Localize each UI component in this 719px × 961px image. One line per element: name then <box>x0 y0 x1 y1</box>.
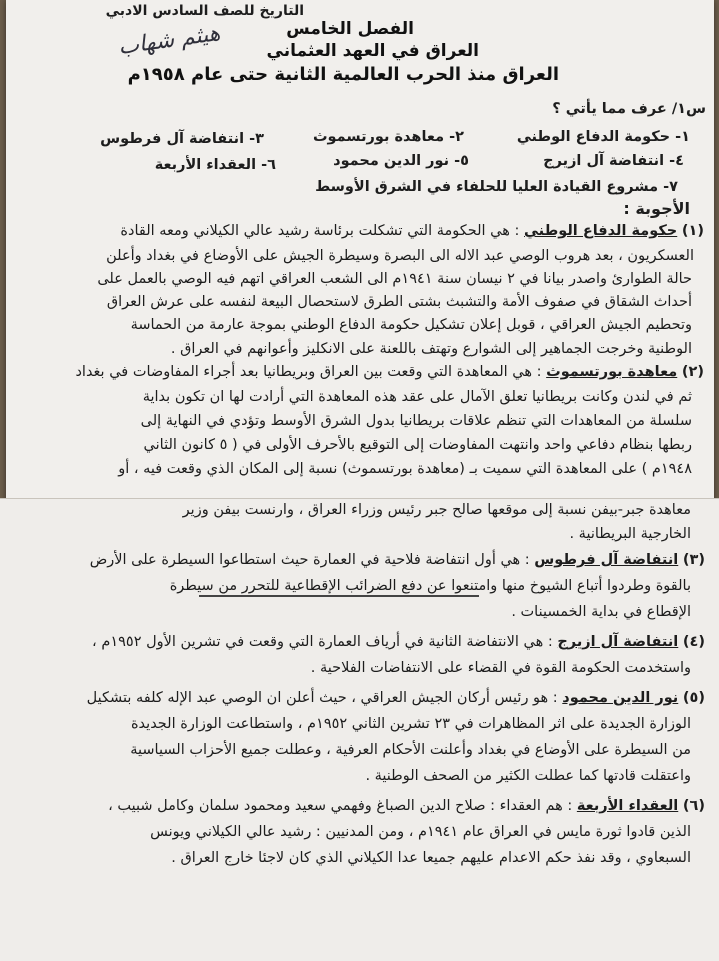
answer-1-line-2: العسكريون ، بعد هروب الوصي عبد الاله الى البصرة وسيطرة الجيش على الأوضاع في بغداد وأعلن <box>106 248 694 264</box>
answer-6-term: العقداء الأربعة <box>576 798 679 814</box>
answer-1-term: حكومة الدفاع الوطني <box>524 223 678 239</box>
answer-4-number: (٤) <box>682 634 705 650</box>
question-prompt: س١/ عرف مما يأتي ؟ <box>552 101 706 117</box>
answer-4-term: انتفاضة آل ازيرج <box>557 634 679 650</box>
question-item-7: ٧- مشروع القيادة العليا للحلفاء في الشرق الأوسط <box>315 179 678 195</box>
answer-5-line-2: الوزارة الجديدة على اثر المظاهرات في ٢٣ تشرين الثاني ١٩٥٢م ، واستطاعت الوزارة الجديدة <box>130 716 691 732</box>
answer-6-line-1: (٦) العقداء الأربعة : هم العقداء : صلاح الدين الصباغ وفهمي سعيد ومحمود سلمان وكامل شبيب ، <box>108 798 705 814</box>
answer-4-line-2: واستخدمت الحكومة القوة في القضاء على الانتفاضات الفلاحية . <box>310 660 691 676</box>
answer-5-number: (٥) <box>682 690 705 706</box>
answer-3-line-3: الإقطاع في بداية الخمسينات . <box>511 604 691 620</box>
answer-2-line-4: ربطها بنظام دفاعي واحد وانتهت المفاوضات إلى التوقيع بالأحرف الأولى في ( ٥ كانون الثاني <box>143 437 692 453</box>
answer-1-number: (١) <box>681 223 704 239</box>
answer-5-term: نور الدين محمود <box>562 690 679 706</box>
answer-2-line-3: سلسلة من المعاهدات التي تنظم علاقات بريطانيا بدول الشرق الأوسط وتؤدي في النهاية إلى <box>140 413 692 429</box>
answer-3-term: انتفاضة آل فرطوس <box>534 552 679 568</box>
answer-5-line-3: من السيطرة على الأوضاع في بغداد وأعلنت الأحكام العرفية ، وعطلت جميع الأحزاب السياسية <box>130 742 691 758</box>
question-item-4: ٤- انتفاضة آل ازيرج <box>543 153 684 169</box>
answer-2-line-7: الخارجية البريطانية . <box>569 526 691 542</box>
answer-1-line-5: وتحطيم الجيش العراقي ، قوبل إعلان تشكيل حكومة الدفاع الوطني بموجة عارمة من الحماسة <box>130 317 692 333</box>
answer-1-line-6: الوطنية وخرجت الجماهير إلى الشوارع وتهتف باللعنة على الانكليز وأعوانهم في العراق . <box>170 341 692 357</box>
answer-5-line-1: (٥) نور الدين محمود : هو رئيس أركان الجيش العراقي ، حيث أعلن ان الوصي عبد الإله كلفه بتشكيل <box>86 690 705 706</box>
answer-2-line-1: (٢) معاهدة بورتسموث : هي المعاهدة التي وقعت بين العراق وبريطانيا بعد أجراء المفاوضات في بغداد <box>75 364 704 380</box>
section-title: العراق في العهد العثماني <box>266 41 479 61</box>
question-item-2: ٢- معاهدة بورتسموث <box>312 129 464 145</box>
question-item-6: ٦- العقداء الأربعة <box>154 157 276 173</box>
question-item-5: ٥- نور الدين محمود <box>333 153 469 169</box>
answer-6-line-2: الذين قادوا ثورة مايس في العراق عام ١٩٤١م ، ومن المدنيين : رشيد عالي الكيلاني ويونس <box>150 824 691 840</box>
answer-1-line-3: حالة الطوارئ واصدر بيانا في ٢ نيسان سنة ١٩٤١م الى الشعب العراقي اتهم فيه الوصي بالعمل على <box>97 271 692 287</box>
answer-2-line-5: ١٩٤٨م ) على المعاهدة التي سميت بـ (معاهدة بورتسموث) نسبة إلى المكان الذي وقعت فيه ، أو <box>118 461 692 477</box>
question-item-1: ١- حكومة الدفاع الوطني <box>516 129 690 145</box>
lesson-title: العراق منذ الحرب العالمية الثانية حتى عام ١٩٥٨م <box>127 64 559 85</box>
handwritten-name: هيثم شهاب <box>116 20 222 61</box>
worksheet-page-lower <box>0 498 719 961</box>
answer-1-line-4: أحداث الشقاق في صفوف الأمة والتشبث بشتى الطرق لاستحصال البيعة لنفسه على عرش العراق <box>106 294 692 310</box>
answer-5-line-4: واعتقلت قادتها كما عطلت الكثير من الصحف الوطنية . <box>365 768 691 784</box>
question-item-3: ٣- انتفاضة آل فرطوس <box>100 131 264 147</box>
answers-heading: الأجوبة : <box>623 199 690 218</box>
answer-3-line-1: (٣) انتفاضة آل فرطوس : هي أول انتفاضة فلاحية في العمارة حيث استطاعوا السيطرة على الأرض <box>89 552 705 568</box>
answer-2-term: معاهدة بورتسموث <box>546 364 678 380</box>
answer-6-line-3: السبعاوي ، وقد نفذ حكم الاعدام عليهم جميعا عدا الكيلاني الذي كان لاجئا خارج العراق . <box>171 850 691 866</box>
answer-3-line-2: بالقوة وطردوا أتباع الشيوخ منها وامتنعوا عن دفع الضرائب الإقطاعية للتحرر من سيطرة <box>169 578 691 594</box>
answer-3-number: (٣) <box>682 552 705 568</box>
answer-1-line-1: (١) حكومة الدفاع الوطني : هي الحكومة التي تشكلت برئاسة رشيد عالي الكيلاني ومعه القادة <box>120 223 704 239</box>
chapter-title: الفصل الخامس <box>286 19 414 39</box>
answer-2-number: (٢) <box>681 364 704 380</box>
pen-underline <box>199 595 479 597</box>
answer-4-line-1: (٤) انتفاضة آل ازيرج : هي الانتفاضة الثانية في أرياف العمارة التي وقعت في تشرين الأول ١٩٥٢م ، <box>92 634 705 650</box>
answer-2-line-2: ثم في لندن وكانت بريطانيا تعلق الآمال على عقد هذه المعاهدة التي أرادت لها ان تكون بداية <box>142 389 692 405</box>
subject-title: التاريخ للصف السادس الادبي <box>105 3 304 19</box>
answer-6-number: (٦) <box>682 798 705 814</box>
answer-2-line-6: معاهدة جبر-بيفن نسبة إلى موقعها صالح جبر رئيس وزراء العراق ، وارنست بيفن وزير <box>182 502 691 518</box>
